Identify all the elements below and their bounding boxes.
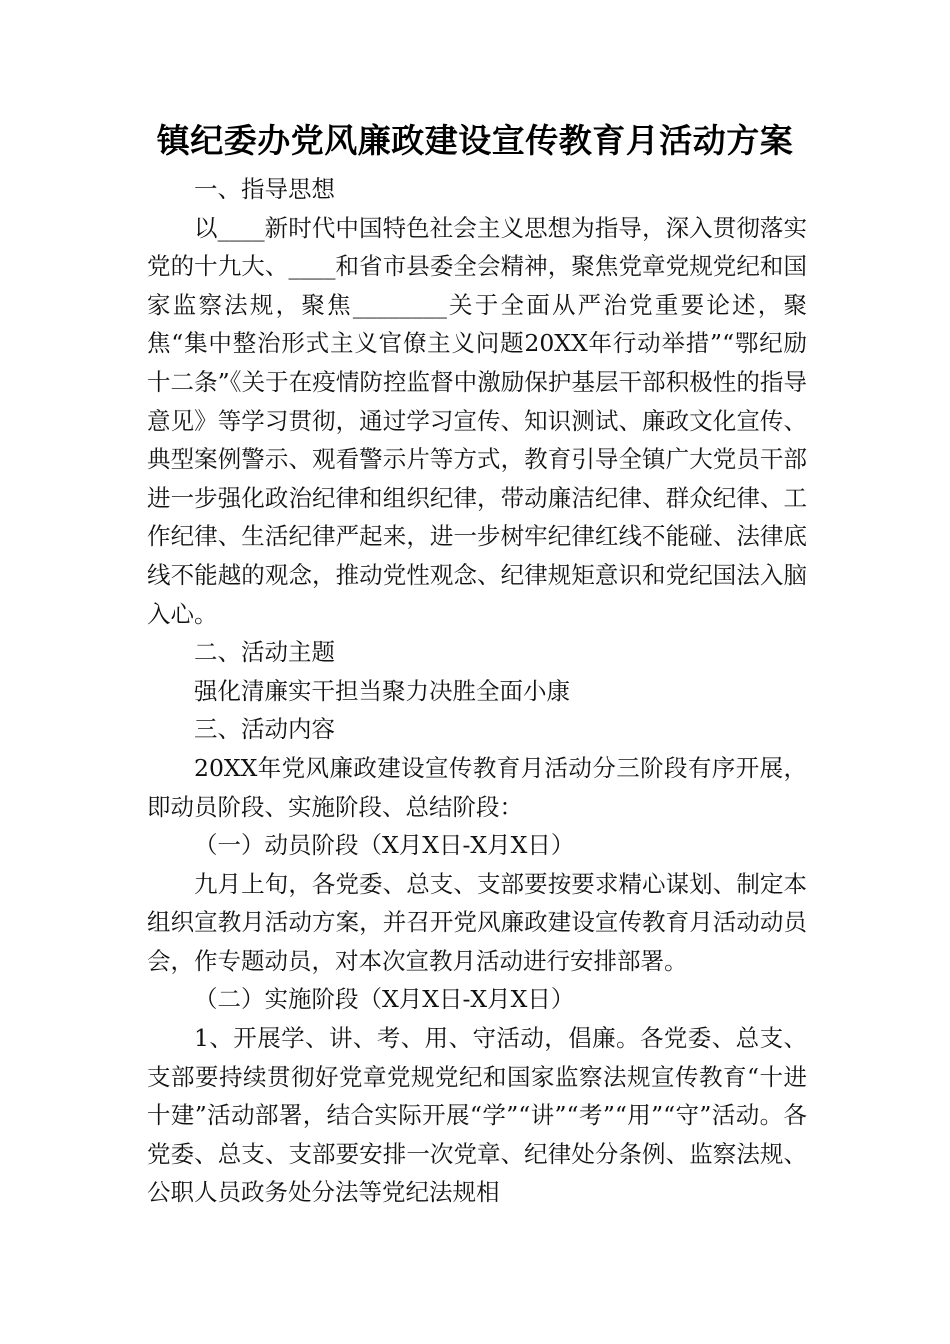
paragraph-mobilization-stage: 九月上旬，各党委、总支、支部要按要求精心谋划、制定本组织宣教月活动方案，并召开党风廉政建设宣传教育月活动动员会，作专题动员，对本次宣教月活动进行安排部署。 — [147, 869, 807, 975]
paragraph-guiding-thought: 以____新时代中国特色社会主义思想为指导，深入贯彻落实党的十九大、____和省市县委全会精神，聚焦党章党规党纪和国家监察法规，聚焦________关于全面从严治党重要论述，聚焦“集中整治形式主义官僚主义问题20XX年行动举措”“鄂纪励十二条”《关于在疫情防控监督中激励保护基层干部积极性的指导意见》等学习贯彻，通过学习宣传、知识测试、廉政文化宣传、典型案例警示、观看警示片等方式，教育引导全镇广大党员干部进一步强化政治纪律和组织纪律，带动廉洁纪律、群众纪律、工作纪律、生活纪律严起来，进一步树牢纪律红线不能碰、法律底线不能越的观念，推动党性观念、纪律规矩意识和党纪国法入脑入心。 — [147, 213, 807, 628]
section-heading-activity-content: 三、活动内容 — [194, 715, 335, 744]
document-title: 镇纪委办党风廉政建设宣传教育月活动方案 — [156, 121, 794, 160]
paragraph-activity-theme: 强化清廉实干担当聚力决胜全面小康 — [194, 676, 570, 705]
subheading-implementation-stage: （二）实施阶段（X月X日-X月X日） — [194, 985, 575, 1014]
paragraph-activity-overview: 20XX年党风廉政建设宣传教育月活动分三阶段有序开展，即动员阶段、实施阶段、总结阶段： — [147, 753, 807, 821]
document-body — [147, 170, 807, 1212]
section-heading-activity-theme: 二、活动主题 — [194, 638, 335, 667]
subheading-mobilization-stage: （一）动员阶段（X月X日-X月X日） — [194, 831, 575, 860]
section-heading-guiding-thought: 一、指导思想 — [194, 175, 335, 203]
paragraph-implementation-item-1: 1、开展学、讲、考、用、守活动，倡廉。各党委、总支、支部要持续贯彻好党章党规党纪和国家监察法规宣传教育“十进十建”活动部署，结合实际开展“学”“讲”“考”“用”“守”活动。各党委、总支、支部要安排一次党章、纪律处分条例、监察法规、公职人员政务处分法等党纪法规相 — [147, 1024, 807, 1207]
